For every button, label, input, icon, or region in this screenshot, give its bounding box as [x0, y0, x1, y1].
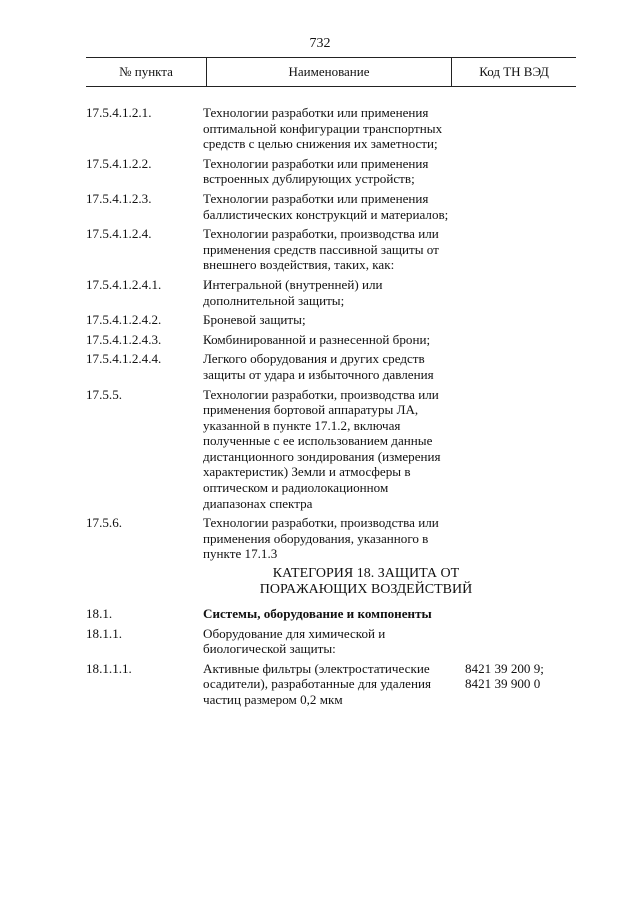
item-number: 17.5.4.1.2.1.	[86, 105, 152, 120]
item-number: 17.5.4.1.2.3.	[86, 190, 152, 206]
category-heading-line: ПОРАЖАЮЩИХ ВОЗДЕЙСТВИЙ	[259, 582, 473, 598]
item-number: 17.5.4.1.2.4.4.	[86, 351, 162, 367]
table-row	[86, 226, 566, 273]
table-row	[86, 156, 566, 187]
header-name: Наименование	[206, 58, 452, 86]
table-row	[86, 277, 566, 308]
table-row	[86, 312, 566, 328]
table-row	[86, 351, 566, 382]
item-name: Интегральной (внутренней) или дополнительной защиты;	[203, 276, 383, 308]
header-code: Код ТН ВЭД	[479, 64, 549, 79]
item-name: Легкого оборудования и других средств защиты от удара и избыточного давления	[203, 351, 434, 382]
category-heading	[126, 566, 606, 598]
table-row	[86, 191, 566, 222]
header-item-number: № пункта	[119, 64, 173, 79]
table-row	[86, 332, 566, 348]
item-number: 17.5.4.1.2.2.	[86, 155, 152, 171]
item-number: 17.5.4.1.2.4.3.	[86, 331, 162, 347]
item-name: Оборудование для химической и биологической защиты:	[203, 625, 386, 657]
table-body	[86, 105, 566, 712]
item-number: 18.1.	[86, 606, 113, 622]
page-number: 732	[309, 36, 331, 51]
item-name: Технологии разработки, производства или применения бортовой аппаратуры ЛА, указанной в пункте 17.1.2, включая полученные с ее использованием данные дистанционного зондирования (измерения характеристик) Земли и атмосферы в оптическом и радиолокационном диапазонах спектра	[203, 386, 441, 511]
table-row	[86, 606, 566, 622]
table-row	[86, 515, 566, 562]
item-number: 17.5.4.1.2.4.1.	[86, 276, 162, 292]
table-row	[86, 626, 566, 657]
item-number: 18.1.1.	[86, 625, 123, 641]
item-name: Броневой защиты;	[203, 312, 306, 328]
item-name: Комбинированной и разнесенной брони;	[203, 331, 431, 347]
item-number: 17.5.5.	[86, 386, 123, 402]
item-name: Технологии разработки, производства или применения оборудования, указанного в пункте 17.1.3	[203, 515, 439, 562]
item-name: Технологии разработки, производства или применения средств пассивной защиты от внешнего воздействия, таких, как:	[203, 226, 439, 273]
item-name: Технологии разработки или применения встроенных дублирующих устройств;	[203, 155, 429, 187]
item-name: Технологии разработки или применения баллистических конструкций и материалов;	[203, 190, 449, 222]
item-number: 17.5.4.1.2.4.2.	[86, 312, 162, 328]
table-row	[86, 387, 566, 512]
table-row	[86, 661, 566, 708]
table-header	[86, 57, 576, 87]
table-row	[86, 105, 566, 152]
item-name: Технологии разработки или применения оптимальной конфигурации транспортных средств с целью снижения их заметности;	[203, 105, 443, 152]
category-heading-line: КАТЕГОРИЯ 18. ЗАЩИТА ОТ	[272, 566, 460, 582]
item-number: 17.5.6.	[86, 515, 123, 531]
item-number: 17.5.4.1.2.4.	[86, 226, 152, 242]
item-name: Активные фильтры (электростатические осадители), разработанные для удаления частиц размером 0,2 мкм	[203, 660, 432, 707]
item-code: 8421 39 200 9; 8421 39 900 0	[465, 660, 544, 692]
item-number: 18.1.1.1.	[86, 660, 132, 676]
item-name: Системы, оборудование и компоненты	[203, 606, 432, 622]
